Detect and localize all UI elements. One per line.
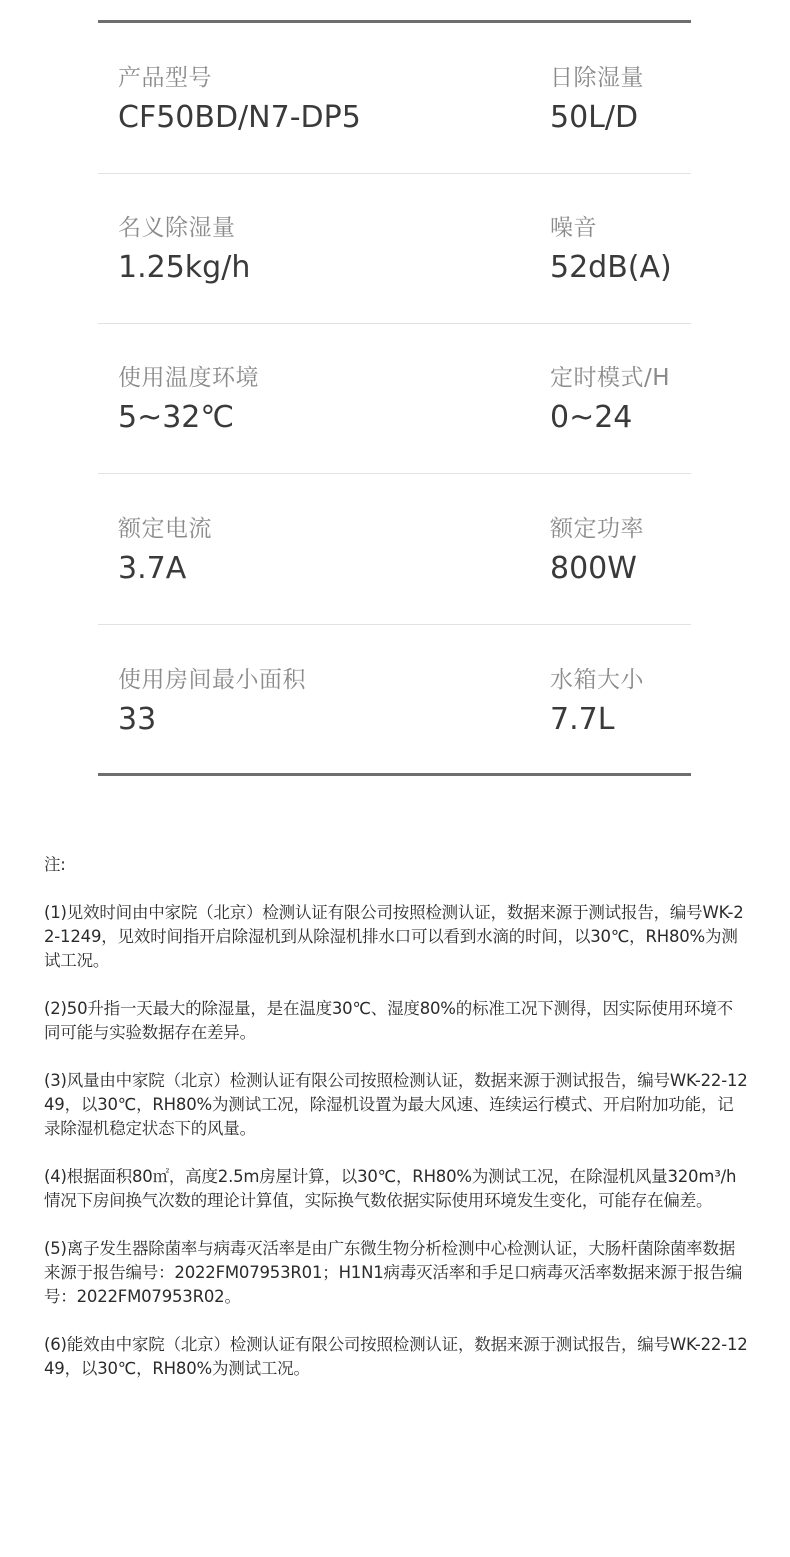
spec-label: 日除湿量: [550, 65, 644, 91]
spec-row: [98, 625, 691, 775]
spec-label: 噪音: [550, 215, 597, 241]
spec-label: 产品型号: [118, 65, 212, 91]
spec-value: 52dB(A): [550, 250, 672, 285]
note-item: (6)能效由中家院（北京）检测认证有限公司按照检测认证，数据来源于测试报告，编号WK-22-1249，以30℃，RH80%为测试工况。: [44, 1335, 748, 1378]
note-item: (1)见效时间由中家院（北京）检测认证有限公司按照检测认证，数据来源于测试报告，编号WK-22-1249，见效时间指开启除湿机到从除湿机排水口可以看到水滴的时间，以30℃，RH80%为测试工况。: [44, 903, 744, 970]
note-item: (3)风量由中家院（北京）检测认证有限公司按照检测认证，数据来源于测试报告，编号WK-22-1249，以30℃，RH80%为测试工况，除湿机设置为最大风速、连续运行模式、开启附加功能，记录除湿机稳定状态下的风量。: [44, 1071, 748, 1138]
spec-value: 0~24: [550, 400, 633, 435]
note-item: (2)50升指一天最大的除湿量，是在温度30℃、湿度80%的标准工况下测得，因实际使用环境不同可能与实验数据存在差异。: [44, 999, 733, 1042]
note-item: (4)根据面积80㎡，高度2.5m房屋计算，以30℃，RH80%为测试工况，在除湿机风量320m³/h情况下房间换气次数的理论计算值，实际换气数依据实际使用环境发生变化，可能存在偏差。: [44, 1167, 737, 1210]
spec-label: 额定电流: [118, 516, 212, 542]
spec-table: [98, 20, 691, 777]
spec-value: 1.25kg/h: [118, 250, 251, 285]
spec-value: CF50BD/N7-DP5: [118, 100, 361, 135]
spec-row: [98, 173, 691, 324]
spec-row: [98, 474, 691, 625]
spec-row: [98, 323, 691, 474]
table-bottom-rule: [98, 773, 691, 776]
spec-label: 名义除湿量: [118, 215, 236, 241]
spec-label: 水箱大小: [550, 667, 644, 693]
spec-label: 使用房间最小面积: [118, 667, 306, 693]
spec-label: 额定功率: [550, 516, 644, 542]
spec-value: 7.7L: [550, 702, 615, 737]
spec-value: 33: [118, 702, 157, 737]
spec-row: [98, 23, 691, 174]
spec-value: 800W: [550, 551, 637, 586]
spec-value: 5~32℃: [118, 400, 235, 435]
notes-section: [44, 853, 749, 1405]
spec-value: 3.7A: [118, 551, 187, 586]
notes-title: 注:: [44, 855, 66, 874]
spec-label: 使用温度环境: [118, 365, 259, 391]
spec-value: 50L/D: [550, 100, 639, 135]
note-item: (5)离子发生器除菌率与病毒灭活率是由广东微生物分析检测中心检测认证，大肠杆菌除菌率数据来源于报告编号：2022FM07953R01；H1N1病毒灭活率和手足口病毒灭活率数据来源于报告编号：2022FM07953R02。: [44, 1239, 743, 1306]
spec-label: 定时模式/H: [550, 365, 671, 391]
